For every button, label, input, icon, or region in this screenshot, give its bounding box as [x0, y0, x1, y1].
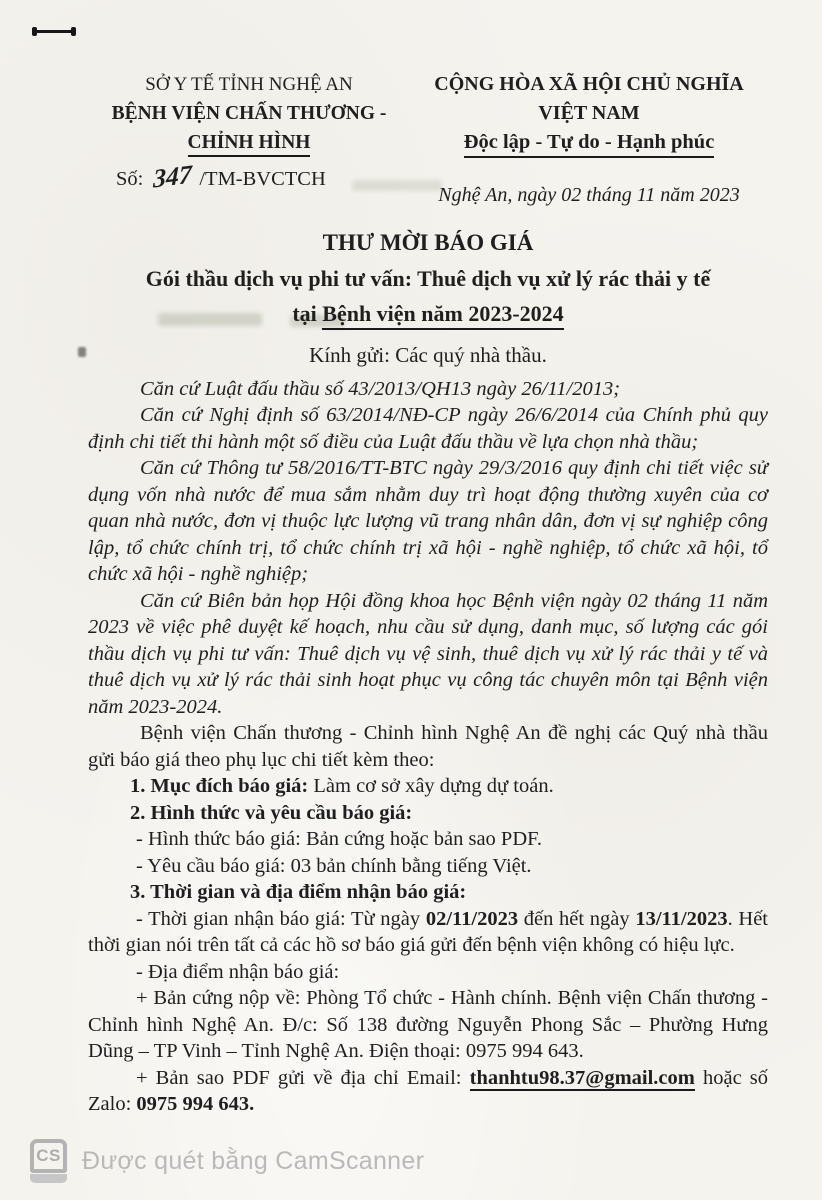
item-2-format-heading: 2. Hình thức và yêu cầu báo giá: — [130, 801, 413, 824]
item-3-time-place-heading: 3. Thời gian và địa điểm nhận báo giá: — [130, 881, 467, 904]
document-subtitle-line1: Gói thầu dịch vụ phi tư vấn: Thuê dịch vụ xử lý rác thải y tế — [145, 265, 711, 291]
preamble-paragraph: Căn cứ Thông tư 58/2016/TT-BTC ngày 29/3/2016 quy định chi tiết việc sử dụng vốn nhà nước để mua sắm nhằm duy trì hoạt động thường xuyên của cơ quan nhà nước, đơn vị thuộc lực lượng vũ trang nhân dân, đơn vị sự nghiệp công lập, tổ chức chính trị, tổ chức chính trị xã hội - nghề nghiệp, tổ chức xã hội, tổ chức xã hội - nghề nghiệp; — [88, 457, 768, 586]
org-name-line1: BỆNH VIỆN CHẤN THƯƠNG - — [111, 103, 387, 124]
preamble-paragraph: Căn cứ Biên bản họp Hội đồng khoa học Bệnh viện ngày 02 tháng 11 năm 2023 về việc phê duyệt kế hoạch, nhu cầu sử dụng, danh mục, số lượng các gói thầu dịch vụ phi tư vấn: Thuê dịch vụ vệ sinh, thuê dịch vụ xử lý rác thải y tế và thuê dịch vụ xử lý rác thải sinh hoạt phục vụ công tác chuyên môn tại Bệnh viện năm 2023-2024. — [88, 589, 768, 718]
hardcopy-address-paragraph: + Bản cứng nộp về: Phòng Tổ chức - Hành chính. Bệnh viện Chấn thương - Chỉnh hình Nghệ An. Đ/c: Số 138 đường Nguyễn Phong Sắc – Phường Hưng Dũng – TP Vinh – Tỉnh Nghệ An. Điện thoại: 0975 994 643. — [88, 987, 768, 1063]
document-content — [88, 0, 768, 1118]
salutation: Kính gửi: Các quý nhà thầu. — [309, 342, 547, 367]
document-body — [88, 376, 768, 1118]
issuing-org-block — [88, 70, 410, 210]
document-title: THƯ MỜI BÁO GIÁ — [322, 229, 534, 255]
zalo-number: 0975 994 643. — [136, 1093, 255, 1116]
start-date: 02/11/2023 — [425, 907, 519, 930]
item-2-sub-requirement: - Yêu cầu báo giá: 03 bản chính bằng tiếng Việt. — [136, 854, 532, 877]
national-motto: Độc lập - Tự do - Hạnh phúc — [410, 128, 768, 158]
scan-noise-mark — [78, 347, 86, 357]
item-3-place-label: - Địa điểm nhận báo giá: — [136, 960, 340, 983]
org-parent-name: SỞ Y TẾ TỈNH NGHỆ AN — [145, 74, 353, 95]
item-1-purpose: 1. Mục đích báo giá: Làm cơ sở xây dựng dự toán. — [130, 775, 554, 798]
document-number-line — [88, 159, 410, 194]
document-title-block — [88, 230, 768, 330]
intro-paragraph: Bệnh viện Chấn thương - Chỉnh hình Nghệ An đề nghị các Quý nhà thầu gửi báo giá theo phụ lục chi tiết kèm theo: — [88, 722, 768, 771]
email-address: thanhtu98.37@gmail.com — [469, 1066, 695, 1089]
camscanner-watermark-text: Được quét bằng CamScanner — [82, 1146, 425, 1175]
document-header — [88, 70, 768, 210]
camscanner-watermark — [30, 1139, 424, 1183]
item-2-sub-format: - Hình thức báo giá: Bản cứng hoặc bản sao PDF. — [136, 828, 543, 851]
camscanner-icon: CS — [30, 1139, 67, 1183]
pen-mark — [34, 30, 74, 33]
document-number-label: Số: — [116, 168, 144, 191]
end-date: 13/11/2023 — [635, 907, 728, 930]
place-and-date: Nghệ An, ngày 02 tháng 11 năm 2023 — [438, 183, 740, 206]
handwritten-document-number: 347 — [153, 159, 193, 194]
preamble-paragraph: Căn cứ Nghị định số 63/2014/NĐ-CP ngày 26/6/2014 của Chính phủ quy định chi tiết thi hành một số điều của Luật đấu thầu về lựa chọn nhà thầu; — [88, 404, 768, 453]
document-number-suffix: /TM-BVCTCH — [199, 168, 326, 191]
document-subtitle-line2: tại Bệnh viện năm 2023-2024 — [88, 301, 768, 330]
preamble-paragraph: Căn cứ Luật đấu thầu số 43/2013/QH13 ngày 26/11/2013; — [140, 377, 621, 400]
national-title: CỘNG HÒA XÃ HỘI CHỦ NGHĨA VIỆT NAM — [434, 73, 744, 124]
item-3-time-paragraph: - Thời gian nhận báo giá: Từ ngày 02/11/2023 đến hết ngày 13/11/2023. Hết thời gian nói trên tất cả các hồ sơ báo giá gửi đến bệnh viện không có hiệu lực. — [88, 907, 769, 957]
pdf-email-paragraph: + Bản sao PDF gửi về địa chỉ Email: thanhtu98.37@gmail.com hoặc số Zalo: 0975 994 643. — [88, 1066, 768, 1116]
org-name-line2: CHỈNH HÌNH — [88, 128, 410, 157]
legal-preamble — [88, 376, 768, 721]
national-header-block — [410, 70, 768, 210]
